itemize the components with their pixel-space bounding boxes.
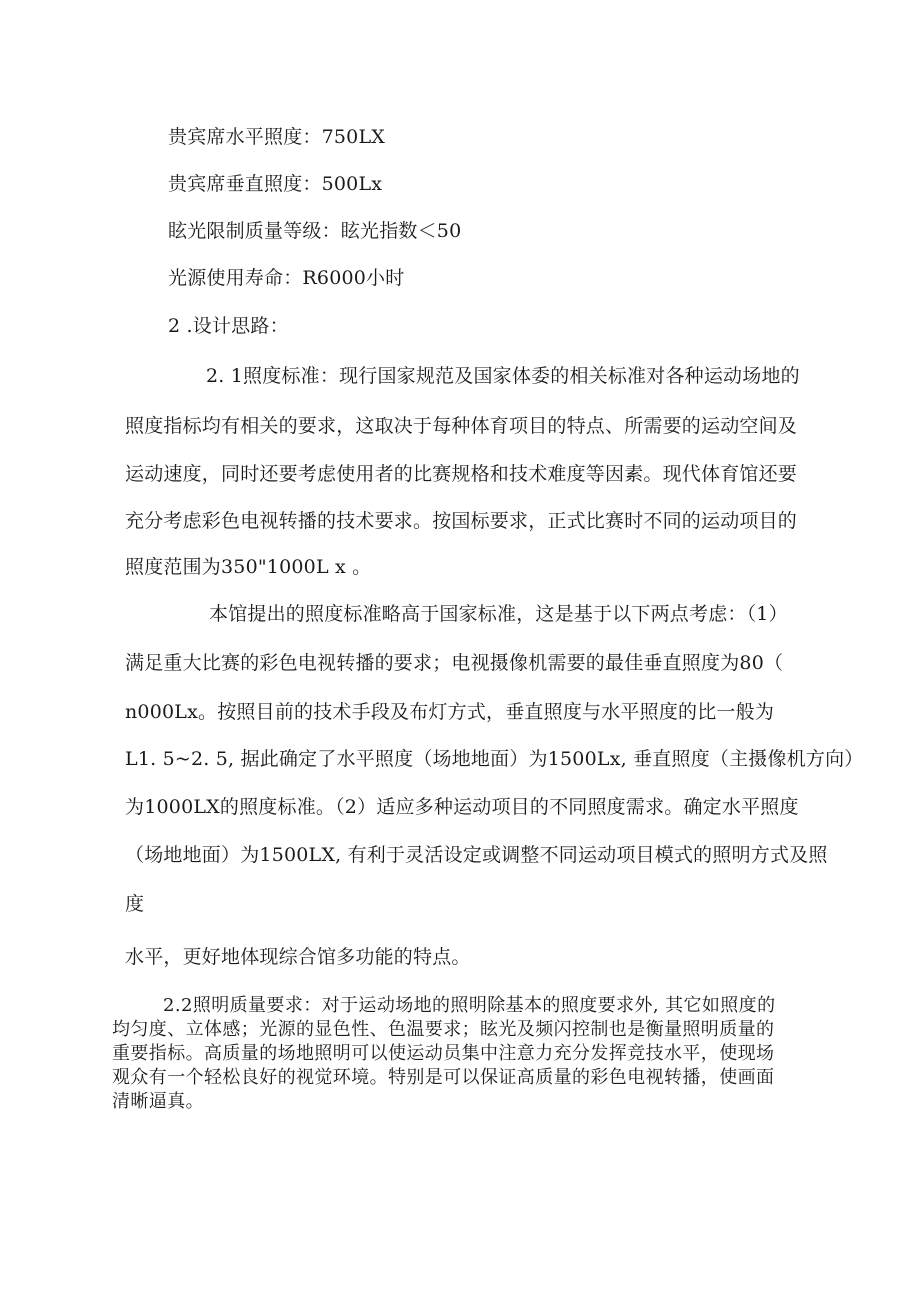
para-2-2-line: 观众有一个轻松良好的视觉环境。特别是可以保证高质量的彩色电视转播，使画面 <box>112 1067 775 1088</box>
para-local-line: （场地地面）为1500LX, 有利于灵活设定或调整不同运动项目模式的照明方式及照 <box>125 844 828 866</box>
spec-line-vip-horizontal: 贵宾席水平照度：750LX <box>168 126 386 148</box>
para-2-2-line: 2.2照明质量要求：对于运动场地的照明除基本的照度要求外, 其它如照度的 <box>163 995 776 1016</box>
para-local-line: L1. 5~2. 5, 据此确定了水平照度（场地地面）为1500Lx, 垂直照度（主摄像机方向） <box>125 748 864 770</box>
para-local-line: 满足重大比赛的彩色电视转播的要求；电视摄像机需要的最佳垂直照度为80（ <box>125 652 784 674</box>
para-2-1-line: 照度指标均有相关的要求，这取决于每种体育项目的特点、所需要的运动空间及 <box>125 415 798 437</box>
para-2-2-line: 重要指标。高质量的场地照明可以使运动员集中注意力充分发挥竞技水平，使现场 <box>112 1043 775 1064</box>
para-2-2-line: 均匀度、立体感；光源的显色性、色温要求；眩光及频闪控制也是衡量照明质量的 <box>112 1019 775 1040</box>
para-2-2-line: 清晰逼真。 <box>112 1091 204 1112</box>
section-heading-design: 2 .设计思路： <box>168 315 289 337</box>
spec-line-lifetime: 光源使用寿命：R6000小时 <box>168 267 405 289</box>
spec-line-glare: 眩光限制质量等级：眩光指数＜50 <box>168 220 462 242</box>
para-local-line: n000Lx。按照目前的技术手段及布灯方式，垂直照度与水平照度的比一般为 <box>125 701 775 723</box>
para-local-line: 度 <box>125 893 145 915</box>
para-2-1-line: 2. 1照度标准：现行国家规范及国家体委的相关标准对各种运动场地的 <box>206 365 800 387</box>
para-2-1-line: 照度范围为350"1000L x 。 <box>125 556 372 578</box>
para-local-line: 本馆提出的照度标准略高于国家标准，这是基于以下两点考虑：（1） <box>209 603 788 625</box>
spec-line-vip-vertical: 贵宾席垂直照度：500Lx <box>168 173 383 195</box>
para-local-line: 为1000LX的照度标准。（2）适应多种运动项目的不同照度需求。确定水平照度 <box>125 796 799 818</box>
para-2-1-line: 充分考虑彩色电视转播的技术要求。按国标要求，正式比赛时不同的运动项目的 <box>125 510 798 532</box>
para-local-line: 水平，更好地体现综合馆多功能的特点。 <box>125 946 471 968</box>
para-2-1-line: 运动速度，同时还要考虑使用者的比赛规格和技术难度等因素。现代体育馆还要 <box>125 463 798 485</box>
